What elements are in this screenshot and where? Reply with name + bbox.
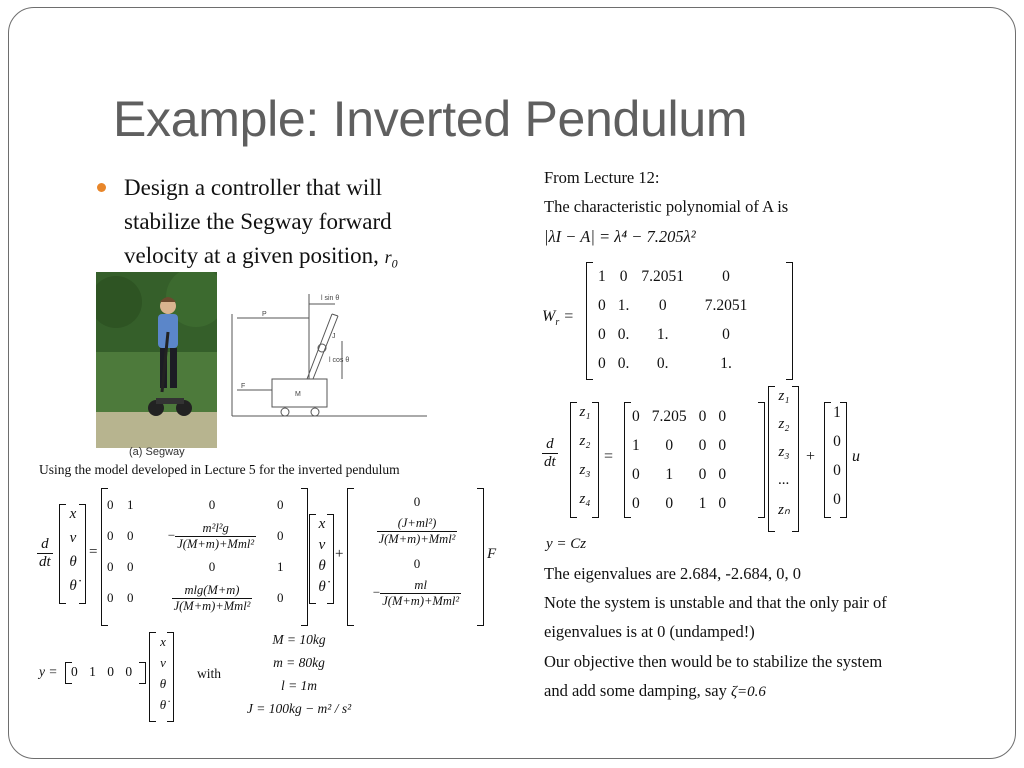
sketch-label-lsin: l sin θ — [321, 295, 340, 302]
note-line-2: eigenvalues is at 0 (undamped!) — [544, 622, 755, 641]
ccf-b-vector: 1 0 0 0 — [833, 404, 841, 508]
pendulum-sketch — [227, 286, 432, 426]
wr-matrix: 1 0 7.2051 0 0 1. 0 7.2051 0 0. 1. 0 0 0. 0. 1. — [598, 267, 748, 372]
char-poly-equation: |λI − A| = λ⁴ − 7.205λ² — [544, 227, 696, 246]
z-vector: z₁ z₂ z₃ z₄ — [579, 404, 591, 507]
state-vector-lhs: x v θ θ̇ — [69, 506, 77, 594]
objective-line-2: and add some damping, say ζ=0.6 — [544, 681, 766, 700]
bullet-marker — [97, 183, 106, 192]
a-matrix: 0 1 0 0 0 0 − $\frac{\text{m²l²g}}{\text{J(M+m)+Mml²}}$ 0 0 0 0 1 0 0 $\frac{mlg(M+m)}{\text{J(M+m)+Mml²}}$ 0 — [107, 497, 284, 613]
damping-ratio: ζ=0.6 — [730, 684, 766, 700]
model-caption: Using the model developed in Lecture 5 for the inverted pendulum — [39, 462, 400, 477]
output-equation-left: y = 0 1 0 0 x v θ θ̇ with M = 10kg m = 80kg l = 1m J = 100kg − m² / s² — [39, 632, 379, 724]
b-vector: 0 $\frac{\text{(J+ml²)}}{\text{J(M+m)+Mml²}}$ 0 − $\frac{ml}{\text{J(M+m)+Mml²}}$ — [372, 494, 460, 608]
lecture-ref: From Lecture 12: — [544, 168, 660, 187]
sketch-label-lcos: l cos θ — [329, 357, 350, 364]
output-state-vector: x v θ θ̇ — [159, 634, 167, 712]
parameter-list: M = 10kg m = 80kg l = 1m J = 100kg − m² / s² — [246, 632, 352, 716]
ccf-equation: $\frac{d}{dt}$ z₁ z₂ z₃ z₄ = 0 7.205 0 0 1 0 0 0 0 1 0 0 0 0 1 0 z₁ z₂ z₃ ... zₙ + 1 0 0 0 u — [542, 386, 872, 534]
output-equation-right: y = Cz — [546, 536, 587, 552]
objective-line-1: Our objective then would be to stabilize the system — [544, 652, 883, 671]
state-space-equation: $\frac{d}{dt}$ x v θ θ̇ = 0 1 0 0 0 0 − $\frac{\text{m²l²g}}{\text{J(M+m)+Mml²}}$ 0 0 0 0 1 0 0 $\frac{mlg(M+m)}{\text{J(M+m)+Mml²}}$ 0 x v θ θ̇ + 0 $\frac{\text{(J+ml²)}}{\text{J(M+m)+Mml²}}$ 0 − $\frac{ml}{\text{J(M+m)+Mml²}}$ F — [37, 488, 497, 628]
slide-frame — [8, 7, 1016, 759]
sketch-label-j: J — [332, 333, 336, 340]
segway-photo — [96, 272, 217, 448]
output-row: 0 1 0 0 — [71, 664, 133, 679]
sketch-label-f: F — [241, 383, 246, 390]
note-line-1: Note the system is unstable and that the only pair of — [544, 593, 887, 612]
sketch-label-p: P — [262, 311, 267, 318]
with-label: with — [197, 666, 222, 681]
bullet-variable: $r_0$ — [384, 247, 398, 271]
eigenvalues-line: The eigenvalues are 2.684, -2.684, 0, 0 — [544, 564, 802, 583]
zn-vector: z₁ z₂ z₃ ... zₙ — [778, 388, 790, 518]
slide-title: Example: Inverted Pendulum — [113, 91, 748, 147]
ccf-a-matrix: 0 7.205 0 0 1 0 0 0 0 1 0 0 0 0 1 0 — [632, 407, 727, 512]
char-poly-label: The characteristic polynomial of A is — [544, 197, 789, 216]
bullet-sentence: Design a controller that will stabilize the Segway forward velocity at a given position, — [124, 175, 392, 268]
bullet-text — [124, 171, 454, 281]
photo-caption: (a) Segway — [129, 446, 185, 458]
sketch-label-m: M — [295, 391, 301, 398]
state-vector-rhs: x v θ θ̇ — [318, 516, 326, 595]
wr-matrix-block: $W_r$ = 1 0 7.2051 0 0 1. 0 7.2051 0 0. 1. 0 0 0. 0. 1. — [542, 260, 802, 382]
